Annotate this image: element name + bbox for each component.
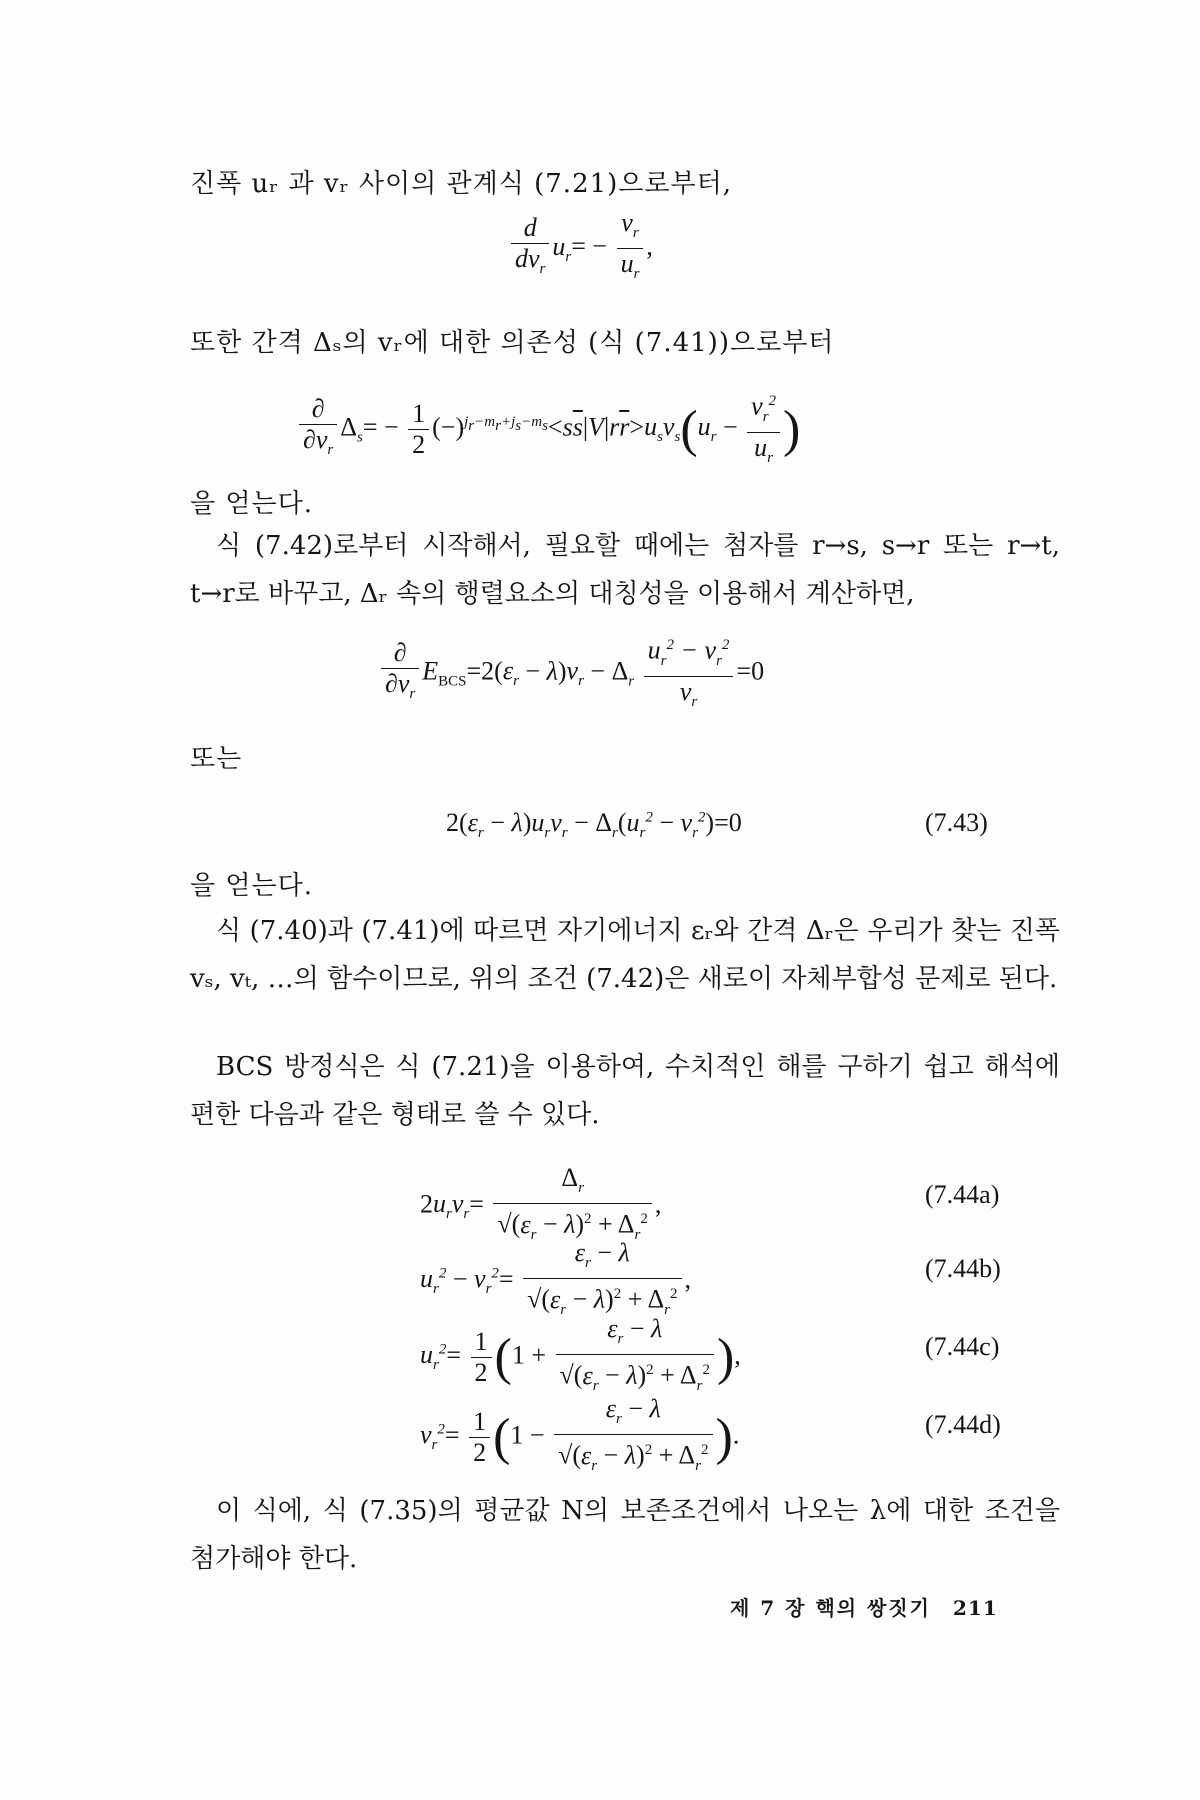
chapter-title: 제 7 장 핵의 쌍짓기 [730, 1596, 932, 1620]
paragraph-3-text: BCS 방정식은 식 (7.21)을 이용하여, 수치적인 해를 구하기 쉽고 해석에 편한 다음과 같은 형태로 쓸 수 있다. [190, 1052, 1060, 1130]
equation-number-7-44a: (7.44a) [925, 1180, 1000, 1209]
equation-7-44c: $u_r^2=$ $\frac{1}{2}$ (1 + $\frac{\varepsilon_r - \lambda}{√(\varepsilon_r - \lambda)^2 + \Delta_r^2}$ ), [420, 1314, 741, 1395]
equation-number-7-44d: (7.44d) [925, 1410, 1001, 1439]
equation-ebcs: $\frac{\partial}{\partial v_r}$ $E_{BCS}=2(\varepsilon_r - \lambda)v_r - \Delta_r$ $\frac{u_r^2 - v_r^2}{v_r}$ =0 [378, 630, 764, 717]
equation-7-43: $2(\varepsilon_r - \lambda)u_rv_r - \Delta_r(u_r^2 - v_r^2)=0$ [446, 808, 742, 842]
equation-partial-delta: $\frac{\partial}{\partial v_r}$ $\Delta_s=$ − $\frac{1}{2}$ $(-)^{j_r-m_r+j_s-m_s}<s\overline{s}|V|r\overline{r}>u_sv_s(u_r$ − $\frac{v_r^2}{u_r}$ ) [296, 386, 800, 473]
text-line-1: 진폭 uᵣ 과 vᵣ 사이의 관계식 (7.21)으로부터, [190, 169, 733, 199]
paragraph-4 [190, 1487, 1060, 1583]
page-footer [730, 1592, 998, 1621]
paragraph-4-text: 이 식에, 식 (7.35)의 평균값 N의 보존조건에서 나오는 λ에 대한 조건을 첨가해야 한다. [190, 1496, 1060, 1574]
equation-7-44a: $2u_rv_r=$ $\frac{\Delta_r}{√(\varepsilon_r - \lambda)^2 + \Delta_r^2}$ , [420, 1163, 662, 1244]
text-line-5: 을 얻는다. [190, 871, 313, 901]
paragraph-1-text: 식 (7.42)로부터 시작해서, 필요할 때에는 첨자를 r→s, s→r 또는 r→t, t→r로 바꾸고, Δᵣ 속의 행렬요소의 대칭성을 이용해서 계산하면, [190, 531, 1060, 609]
paragraph-1 [190, 522, 1060, 618]
page-number: 211 [953, 1596, 998, 1620]
text-line-4: 또는 [190, 744, 243, 774]
equation-number-7-44b: (7.44b) [925, 1254, 1001, 1283]
equation-du-dv: $\frac{d}{dv_r}$ $u_r=$ − $\frac{v_r}{u_r}$ , [508, 208, 653, 289]
paragraph-3 [190, 1043, 1060, 1139]
equation-7-44d: $v_r^2=$ $\frac{1}{2}$ (1 − $\frac{\varepsilon_r - \lambda}{√(\varepsilon_r - \lambda)^2 + \Delta_r^2}$ ). [420, 1394, 740, 1475]
equation-number-7-43: (7.43) [925, 808, 988, 837]
paragraph-2 [190, 907, 1060, 1003]
text-line-3: 을 얻는다. [190, 489, 313, 519]
text-line-2: 또한 간격 Δₛ의 vᵣ에 대한 의존성 (식 (7.41))으로부터 [190, 328, 835, 358]
equation-number-7-44c: (7.44c) [925, 1332, 1000, 1361]
equation-7-44b: $u_r^2 - v_r^2=$ $\frac{\varepsilon_r - \lambda}{√(\varepsilon_r - \lambda)^2 + \Delta_r^2}$ , [420, 1238, 692, 1319]
paragraph-2-text: 식 (7.40)과 (7.41)에 따르면 자기에너지 εᵣ와 간격 Δᵣ은 우리가 찾는 진폭 vₛ, vₜ, …의 함수이므로, 위의 조건 (7.42)은 새로이 자체부합성 문제로 된다. [190, 916, 1060, 994]
